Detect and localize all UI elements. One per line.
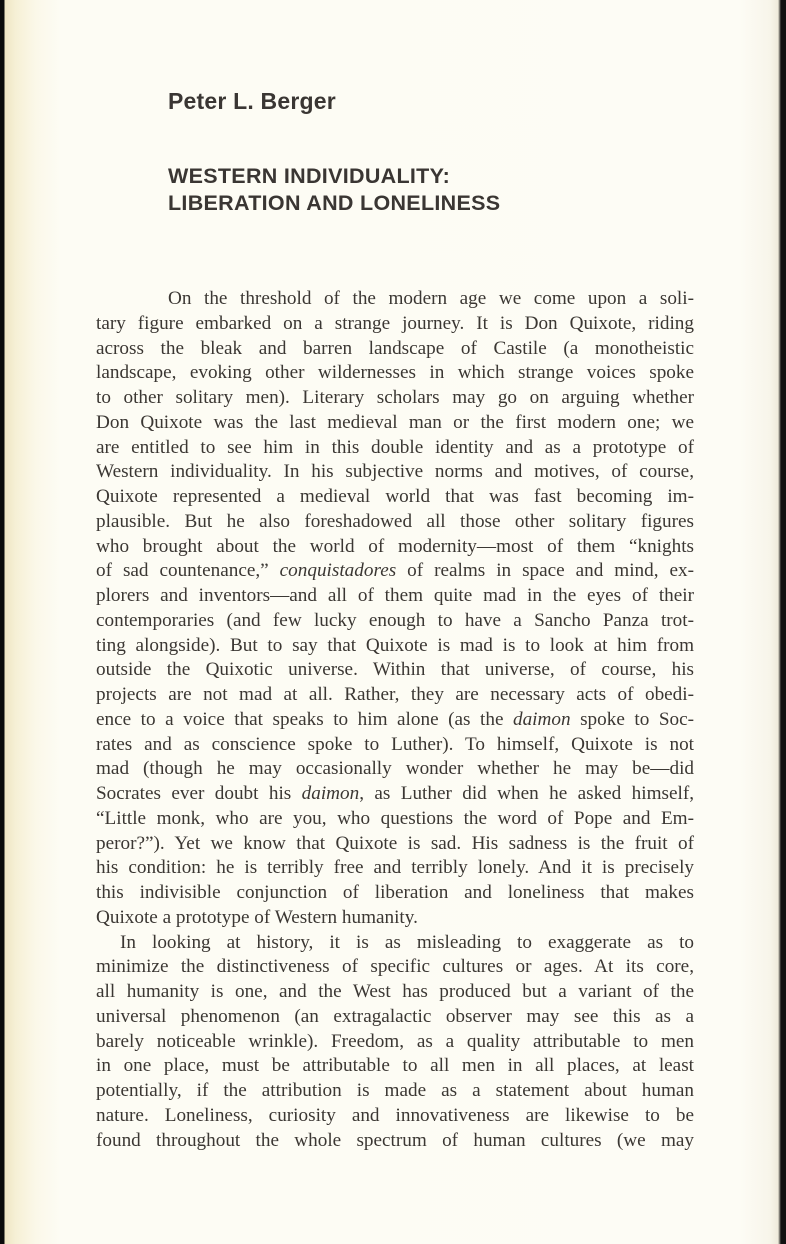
text-line: ence to a voice that speaks to him alone (as the daimon spoke to Soc- bbox=[96, 708, 694, 730]
chapter-title bbox=[168, 163, 500, 217]
text-line: In looking at history, it is as misleading to exaggerate as to bbox=[120, 931, 694, 953]
author-name: Peter L. Berger bbox=[168, 88, 336, 114]
text-line: peror?”). Yet we know that Quixote is sad. His sadness is the fruit of bbox=[96, 832, 694, 854]
text-line: contemporaries (and few lucky enough to have a Sancho Panza trot- bbox=[96, 609, 694, 631]
italic-term: daimon bbox=[512, 708, 571, 730]
text-line: of sad countenance,” conquistadores of realms in space and mind, ex- bbox=[96, 560, 694, 582]
chapter-title-line: LIBERATION AND LONELINESS bbox=[168, 191, 501, 215]
text-line: projects are not mad at all. Rather, they are necessary acts of obedi- bbox=[96, 684, 694, 705]
text-line: mad (though he may occasionally wonder whether he may be—did bbox=[96, 758, 694, 780]
text-line: to other solitary men). Literary scholars may go on arguing whether bbox=[96, 387, 694, 408]
text-line: ting alongside). But to say that Quixote is mad is to look at him from bbox=[96, 634, 694, 656]
text-line: barely noticeable wrinkle). Freedom, as a quality attributable to men bbox=[96, 1030, 694, 1052]
text-line: his condition: he is terribly free and terribly lonely. And it is precisely bbox=[96, 857, 694, 879]
text-line: Socrates ever doubt his daimon, as Luther did when he asked himself, bbox=[96, 783, 694, 804]
text-line: Don Quixote was the last medieval man or the first modern one; we bbox=[96, 411, 694, 433]
text-line: Quixote a prototype of Western humanity. bbox=[96, 906, 418, 928]
text-line: landscape, evoking other wildernesses in which strange voices spoke bbox=[96, 362, 694, 384]
text-line: potentially, if the attribution is made as a statement about human bbox=[96, 1080, 694, 1101]
italic-term: conquistadores bbox=[279, 560, 397, 582]
text-line: nature. Loneliness, curiosity and innovativeness are likewise to be bbox=[96, 1104, 694, 1126]
text-line: across the bleak and barren landscape of Castile (a monotheistic bbox=[96, 337, 694, 359]
text-line: On the threshold of the modern age we come upon a soli- bbox=[168, 288, 694, 309]
text-line: Western individuality. In his subjective norms and motives, of course, bbox=[96, 461, 694, 483]
text-line: rates and as conscience spoke to Luther). To himself, Quixote is not bbox=[96, 733, 694, 755]
text-line: who brought about the world of modernity—most of them “knights bbox=[96, 535, 694, 557]
chapter-title-line: WESTERN INDIVIDUALITY: bbox=[168, 164, 451, 188]
text-line: are entitled to see him in this double identity and as a prototype of bbox=[96, 436, 694, 458]
text-line: universal phenomenon (an extragalactic observer may see this as a bbox=[96, 1005, 694, 1027]
body-text bbox=[96, 287, 694, 1153]
text-line: found throughout the whole spectrum of human cultures (we may bbox=[96, 1129, 694, 1151]
text-line: plausible. But he also foreshadowed all those other solitary figures bbox=[96, 510, 694, 532]
text-line: this indivisible conjunction of liberation and loneliness that makes bbox=[96, 882, 694, 903]
paragraph bbox=[96, 931, 694, 1154]
text-line: “Little monk, who are you, who questions the word of Pope and Em- bbox=[96, 807, 694, 829]
text-line: outside the Quixotic universe. Within that universe, of course, his bbox=[96, 659, 694, 681]
italic-term: daimon bbox=[301, 783, 360, 804]
text-line: all humanity is one, and the West has produced but a variant of the bbox=[96, 981, 694, 1002]
text-line: in one place, must be attributable to all men in all places, at least bbox=[96, 1055, 694, 1077]
text-line: minimize the distinctiveness of specific cultures or ages. At its core, bbox=[96, 956, 694, 978]
text-line: Quixote represented a medieval world that was fast becoming im- bbox=[96, 486, 694, 507]
text-line: tary figure embarked on a strange journey. It is Don Quixote, riding bbox=[96, 312, 694, 334]
text-line: plorers and inventors—and all of them quite mad in the eyes of their bbox=[96, 585, 694, 606]
paragraph bbox=[96, 287, 694, 931]
